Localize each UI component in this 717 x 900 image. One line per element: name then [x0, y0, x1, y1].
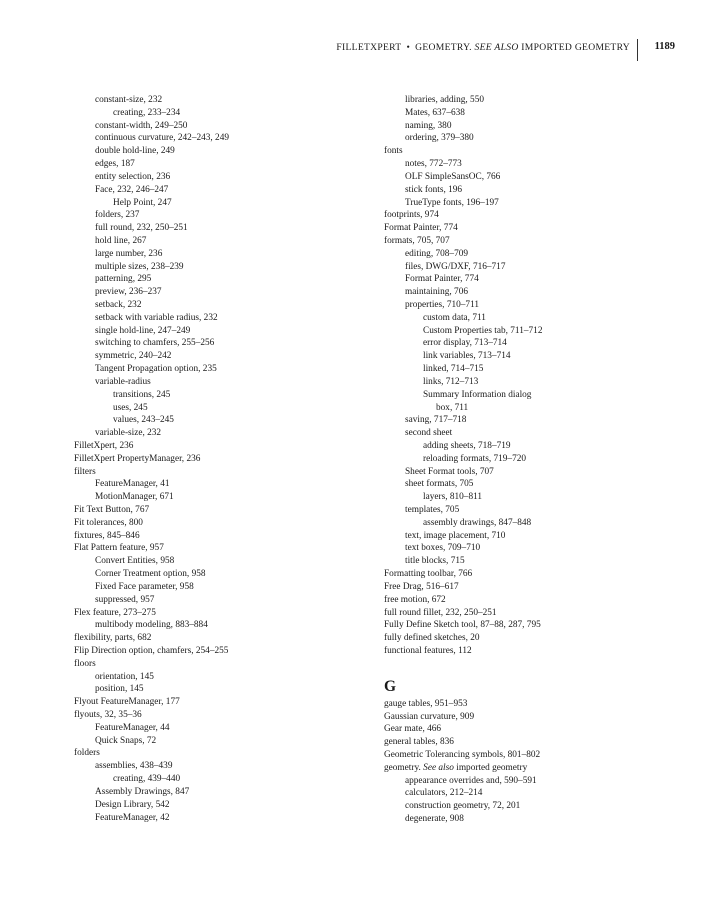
index-subentry: notes, 772–773 — [405, 159, 462, 170]
index-subentry: continuous curvature, 242–243, 249 — [95, 133, 230, 144]
index-subentry: FeatureManager, 44 — [95, 722, 170, 733]
index-subentry: double hold-line, 249 — [95, 146, 175, 157]
index-entry: Format Painter, 774 — [384, 223, 458, 234]
index-subentry: Custom Properties tab, 711–712 — [423, 325, 543, 336]
index-entry: general tables, 836 — [384, 737, 454, 748]
index-subentry: links, 712–713 — [423, 376, 479, 387]
index-entry: fixtures, 845–846 — [74, 530, 140, 541]
range-end-suffix: IMPORTED GEOMETRY — [521, 42, 630, 53]
geometry-see-also: See also — [423, 762, 454, 773]
index-subentry: construction geometry, 72, 201 — [405, 801, 521, 812]
running-header — [0, 40, 675, 62]
index-subentry: Quick Snaps, 72 — [95, 735, 157, 746]
index-subentry: OLF SimpleSansOC, 766 — [405, 171, 501, 182]
index-subentry: linked, 714–715 — [423, 364, 484, 375]
index-subentry: degenerate, 908 — [405, 814, 464, 825]
index-subentry: assembly drawings, 847–848 — [423, 517, 532, 528]
range-start: FILLETXPERT — [336, 42, 402, 53]
index-subentry: ordering, 379–380 — [405, 133, 474, 144]
index-subentry: Fixed Face parameter, 958 — [95, 581, 194, 592]
index-subentry: variable-radius — [95, 376, 151, 387]
index-subentry: error display, 713–714 — [423, 338, 507, 349]
index-subentry: Sheet Format tools, 707 — [405, 466, 494, 477]
index-subentry: folders, 237 — [95, 210, 140, 221]
index-subentry: libraries, adding, 550 — [405, 95, 485, 105]
index-subentry: symmetric, 240–242 — [95, 351, 172, 362]
index-subentry: FeatureManager, 41 — [95, 479, 170, 490]
index-column-right — [384, 94, 684, 826]
index-subentry: multiple sizes, 238–239 — [95, 261, 184, 272]
index-subentry: values, 243–245 — [113, 415, 174, 426]
index-subentry: MotionManager, 671 — [95, 492, 174, 503]
index-subentry: properties, 710–711 — [405, 300, 480, 310]
index-subentry: preview, 236–237 — [95, 287, 162, 298]
header-divider — [637, 39, 638, 61]
index-entry: Geometric Tolerancing symbols, 801–802 — [384, 750, 541, 760]
index-column-left — [74, 94, 364, 824]
index-entries-f-continued — [384, 94, 684, 658]
index-subentry: FeatureManager, 42 — [95, 812, 170, 823]
index-entry-geometry — [384, 762, 684, 775]
section-letter-g: G — [384, 677, 397, 695]
index-subentry: multibody modeling, 883–884 — [95, 620, 208, 631]
index-subentry: large number, 236 — [95, 248, 163, 259]
index-subentry: constant-width, 249–250 — [95, 120, 188, 131]
index-subentry: templates, 705 — [405, 505, 460, 515]
index-subentry: files, DWG/DXF, 716–717 — [405, 261, 506, 272]
index-subentry: hold line, 267 — [95, 235, 147, 246]
index-subentry: position, 145 — [95, 684, 144, 695]
index-subentry: full round, 232, 250–251 — [95, 223, 188, 234]
index-subentry: sheet formats, 705 — [405, 479, 474, 490]
index-entry: Gear mate, 466 — [384, 724, 442, 735]
index-subentry: setback with variable radius, 232 — [95, 312, 218, 323]
index-subentry: appearance overrides and, 590–591 — [405, 775, 537, 786]
index-subentry: TrueType fonts, 196–197 — [405, 197, 499, 208]
index-subentry: calculators, 212–214 — [405, 788, 483, 799]
index-subentry: transitions, 245 — [113, 389, 171, 400]
index-subentry: layers, 810–811 — [423, 492, 483, 503]
geometry-subentries — [384, 775, 684, 826]
index-entry: Flex feature, 273–275 — [74, 607, 156, 618]
geometry-suffix: imported geometry — [456, 762, 528, 773]
index-entry: FilletXpert PropertyManager, 236 — [74, 453, 201, 464]
index-entry: fully defined sketches, 20 — [384, 633, 480, 644]
index-subentry: Tangent Propagation option, 235 — [95, 364, 217, 375]
index-subentry: saving, 717–718 — [405, 415, 467, 426]
index-subentry: link variables, 713–714 — [423, 351, 511, 362]
index-entry: floors — [74, 658, 96, 669]
index-entry: Fully Define Sketch tool, 87–88, 287, 795 — [384, 620, 541, 631]
index-entry: Flat Pattern feature, 957 — [74, 543, 164, 554]
index-entry: Fit tolerances, 800 — [74, 517, 143, 528]
index-entry: full round fillet, 232, 250–251 — [384, 607, 497, 618]
running-head-text — [336, 42, 630, 53]
index-entry: Gaussian curvature, 909 — [384, 711, 475, 722]
index-subentry: creating, 439–440 — [113, 774, 181, 785]
index-subentry: Assembly Drawings, 847 — [95, 786, 190, 797]
index-subentry: text, image placement, 710 — [405, 530, 506, 541]
index-subentry: second sheet — [405, 428, 453, 439]
index-entry: free motion, 672 — [384, 594, 446, 605]
index-subentry: entity selection, 236 — [95, 171, 171, 182]
index-subentry: patterning, 295 — [95, 274, 152, 285]
index-subentry: Face, 232, 246–247 — [95, 184, 169, 195]
index-subentry: suppressed, 957 — [95, 594, 155, 605]
index-subentry: naming, 380 — [405, 120, 452, 131]
index-entry: FilletXpert, 236 — [74, 440, 134, 451]
index-subentry: box, 711 — [436, 402, 469, 413]
see-also-label: SEE ALSO — [474, 42, 519, 53]
index-subentry: stick fonts, 196 — [405, 184, 463, 195]
index-subentry: adding sheets, 718–719 — [423, 440, 511, 451]
index-entries-g — [384, 698, 684, 762]
index-subentry: variable-size, 232 — [95, 428, 162, 439]
index-subentry: single hold-line, 247–249 — [95, 325, 191, 336]
index-subentry: uses, 245 — [113, 402, 148, 413]
index-entry: gauge tables, 951–953 — [384, 698, 468, 709]
index-entry: fonts — [384, 146, 403, 157]
index-subentry: orientation, 145 — [95, 671, 154, 682]
index-subentry: Mates, 637–638 — [405, 107, 465, 118]
index-entry: formats, 705, 707 — [384, 235, 450, 246]
index-subentry: switching to chamfers, 255–256 — [95, 338, 215, 349]
index-subentry: edges, 187 — [95, 159, 135, 170]
index-subentry: constant-size, 232 — [95, 95, 163, 105]
index-entry: flexibility, parts, 682 — [74, 633, 152, 644]
index-entry: filters — [74, 466, 96, 477]
index-subentry: setback, 232 — [95, 300, 142, 310]
index-subentry: assemblies, 438–439 — [95, 761, 173, 772]
bullet-separator: • — [406, 42, 411, 53]
index-entry: Flyout FeatureManager, 177 — [74, 697, 180, 708]
range-end-prefix: GEOMETRY. — [415, 42, 472, 53]
index-subentry: Summary Information dialog — [423, 389, 532, 400]
index-subentry: creating, 233–234 — [113, 107, 181, 118]
index-entry: flyouts, 32, 35–36 — [74, 710, 142, 720]
index-subentry: text boxes, 709–710 — [405, 543, 481, 554]
index-entry: folders — [74, 748, 100, 759]
index-subentry: maintaining, 706 — [405, 287, 469, 298]
index-entry: Formatting toolbar, 766 — [384, 569, 473, 580]
index-entry: Flip Direction option, chamfers, 254–255 — [74, 645, 229, 656]
index-subentry: editing, 708–709 — [405, 248, 469, 259]
index-subentry: Format Painter, 774 — [405, 274, 479, 285]
index-subentry: Convert Entities, 958 — [95, 556, 175, 567]
index-entry: Fit Text Button, 767 — [74, 505, 150, 515]
index-entry: functional features, 112 — [384, 645, 472, 656]
geometry-prefix: geometry. — [384, 762, 421, 773]
index-subentry: custom data, 711 — [423, 312, 486, 323]
page-number: 1189 — [654, 41, 675, 52]
index-subentry: Design Library, 542 — [95, 799, 170, 810]
index-subentry: reloading formats, 719–720 — [423, 453, 527, 464]
index-subentry: title blocks, 715 — [405, 556, 465, 567]
index-entry: footprints, 974 — [384, 210, 439, 221]
index-subentry: Corner Treatment option, 958 — [95, 569, 206, 580]
index-subentry: Help Point, 247 — [113, 197, 172, 208]
section-gap — [384, 658, 684, 676]
index-entry: Free Drag, 516–617 — [384, 581, 459, 592]
